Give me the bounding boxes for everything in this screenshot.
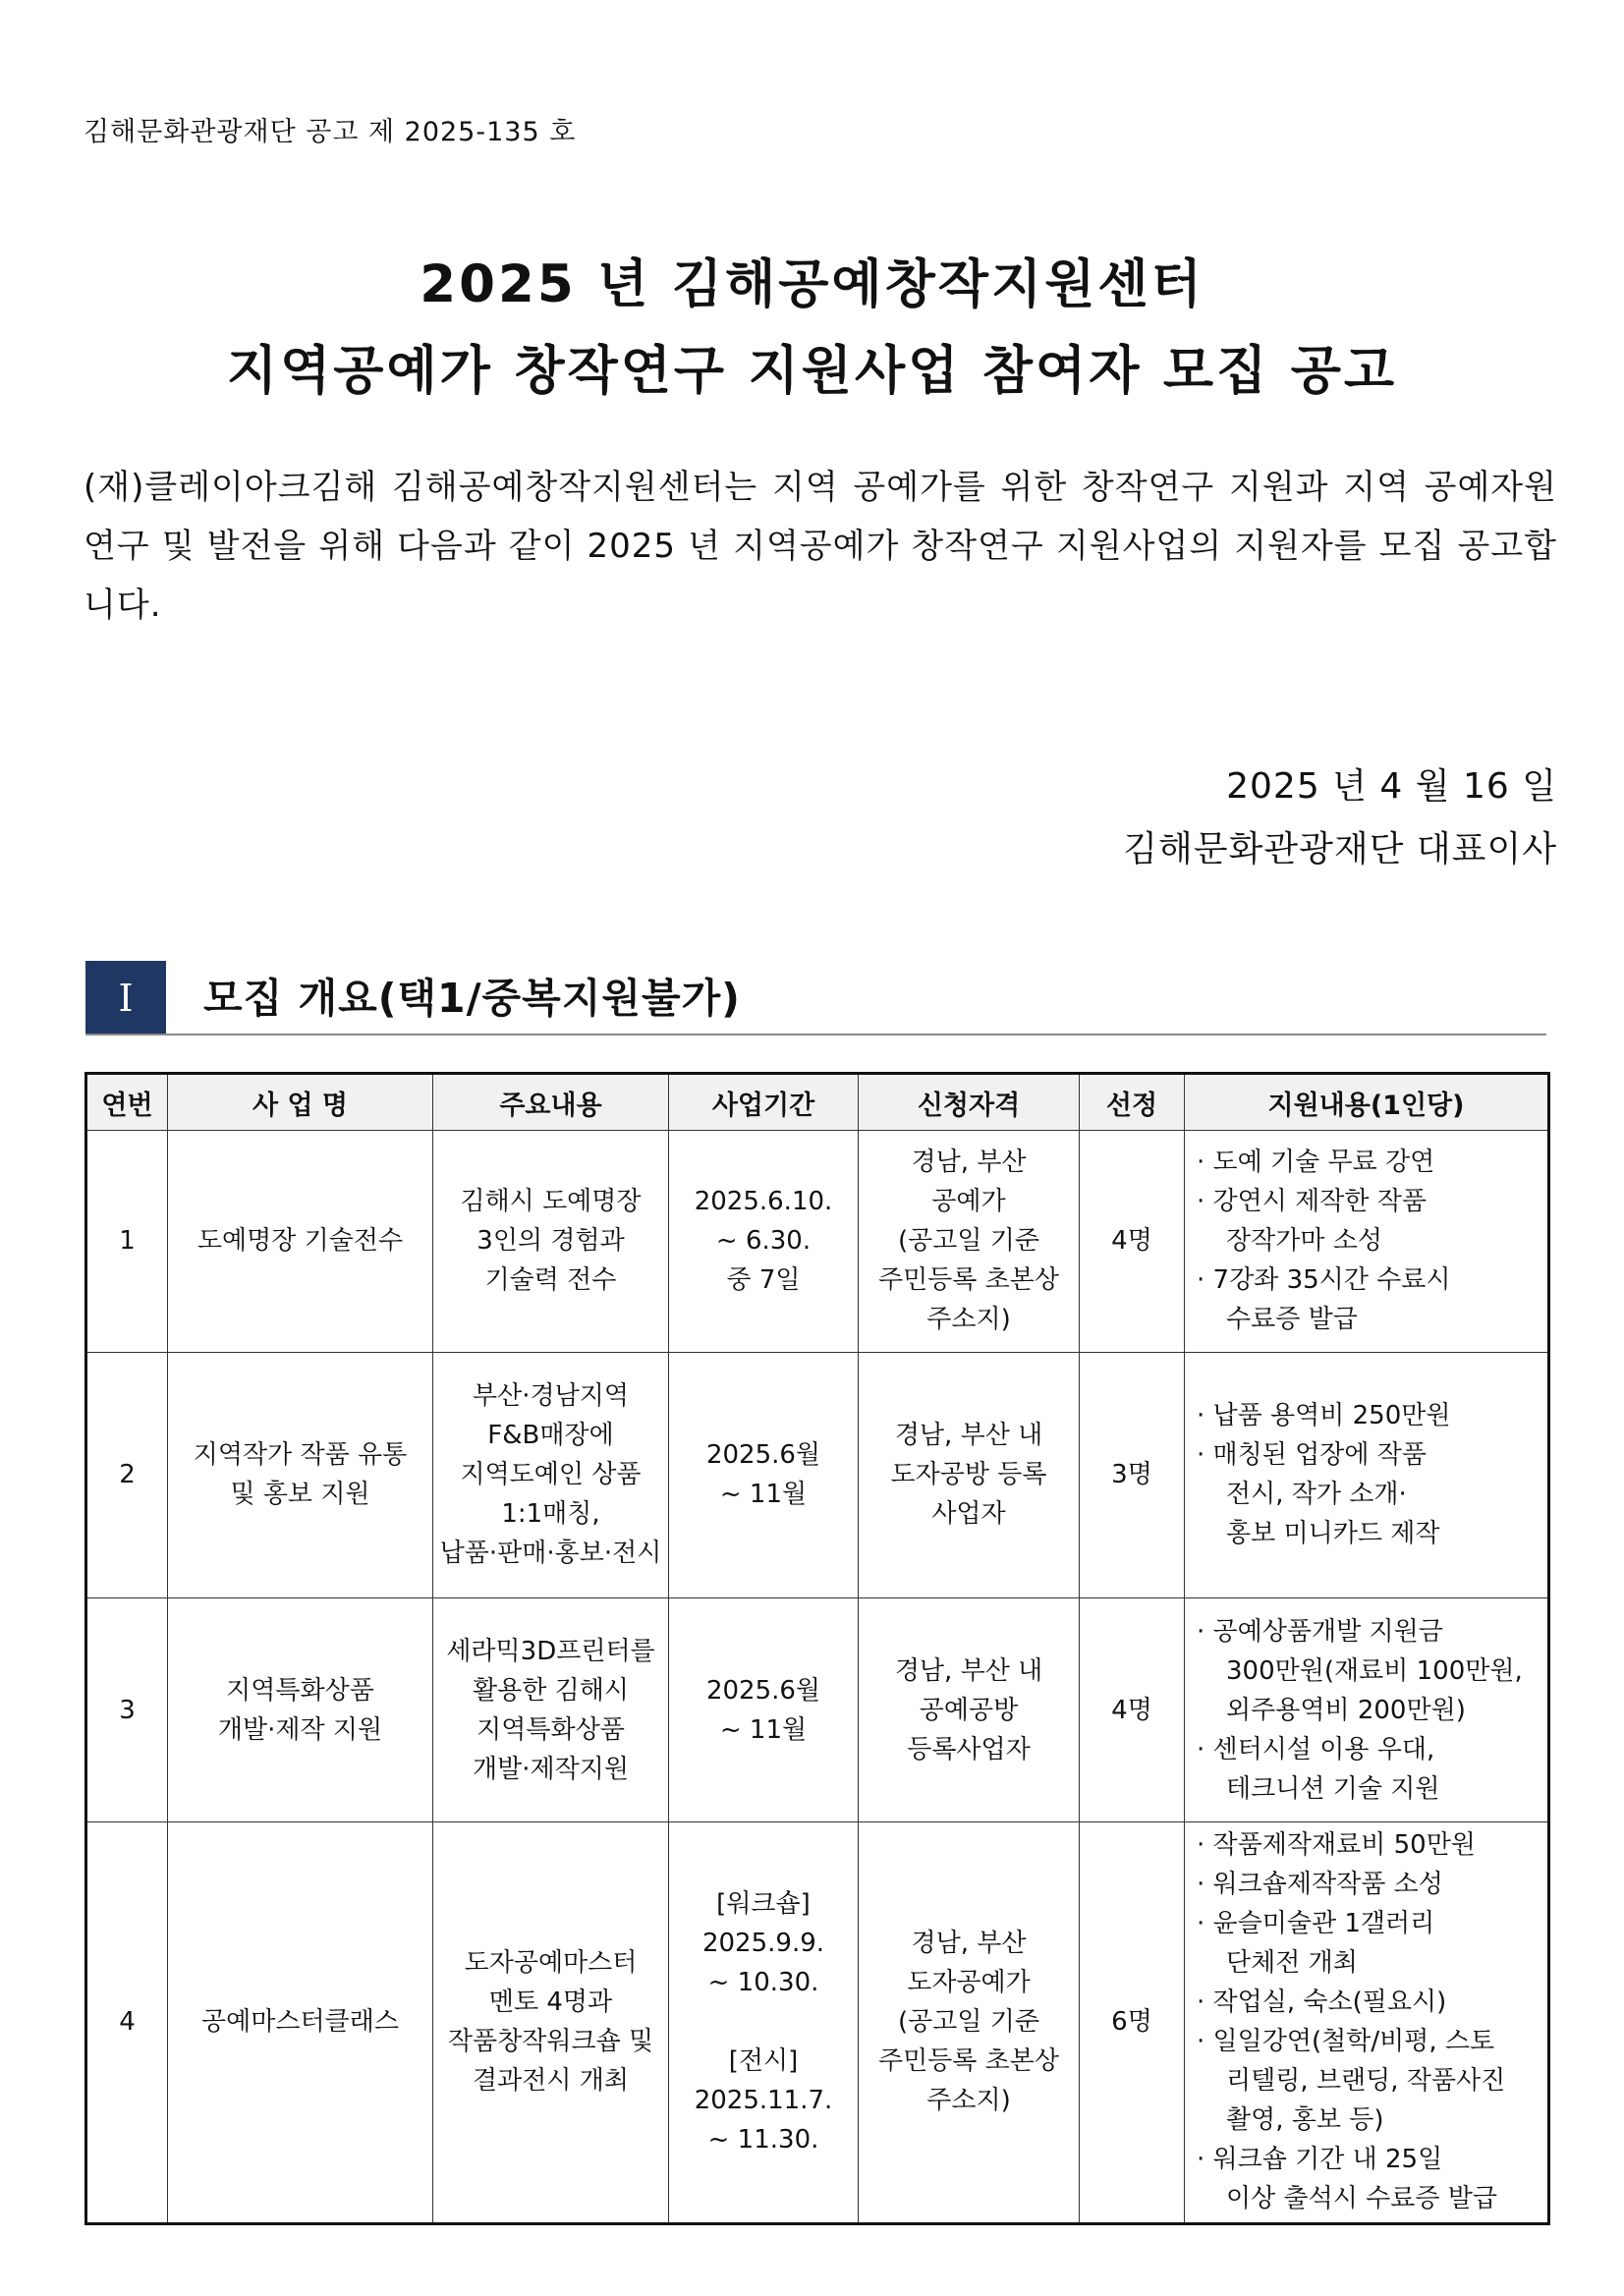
project-period-line: ~ 10.30. — [707, 1968, 819, 1998]
qualification — [859, 1598, 1080, 1822]
support-item: 이상 출석시 수료증 발급 — [1226, 2184, 1497, 2214]
main-content-line: 결과전시 개최 — [473, 2066, 629, 2097]
qualification — [859, 1821, 1080, 2223]
intro-paragraph: (재)클레이아크김해 김해공예창작지원센터는 지역 공예가를 위한 창작연구 지원과 지역 공예자원 연구 및 발전을 위해 다음과 같이 2025 년 지역공예가 창작연구 지원사업의 지원자를 모집 공고합니다. — [84, 468, 1557, 625]
selection-count: 6명 — [1080, 1821, 1185, 2223]
support-item: 테크니션 기술 지원 — [1226, 1773, 1440, 1804]
qualification-line: 공예가 — [931, 1187, 1006, 1217]
support-item: · 공예상품개발 지원금 — [1197, 1616, 1443, 1647]
project-period — [669, 1821, 859, 2223]
support-item: · 워크숍 기간 내 25일 — [1197, 2145, 1443, 2175]
project-period — [669, 1352, 859, 1597]
qualification-line: 주소지) — [926, 1305, 1011, 1335]
header-support: 지원내용(1인당) — [1185, 1074, 1549, 1131]
support-details — [1185, 1131, 1549, 1353]
selection-count: 3명 — [1080, 1352, 1185, 1597]
main-content-line: 기술력 전수 — [484, 1265, 617, 1296]
support-item: 단체전 개최 — [1226, 1948, 1358, 1979]
project-period-line: 중 7일 — [726, 1265, 801, 1296]
qualification-line: 등록사업자 — [907, 1734, 1031, 1764]
row-number: 2 — [86, 1352, 168, 1597]
header-content: 주요내용 — [433, 1074, 669, 1131]
support-item: · 작업실, 숙소(필요시) — [1197, 1988, 1447, 2018]
support-item: · 윤슬미술관 1갤러리 — [1197, 1909, 1435, 1939]
main-content-line: 활용한 김해시 — [473, 1675, 629, 1706]
support-item: · 워크숍제작작품 소성 — [1197, 1870, 1443, 1900]
section-number-badge: I — [85, 961, 166, 1036]
qualification-line: 사업자 — [931, 1499, 1006, 1530]
project-name-line: 지역작가 작품 유통 — [193, 1440, 408, 1471]
main-content — [433, 1821, 669, 2223]
support-item: 리텔링, 브랜딩, 작품사진 — [1226, 2066, 1506, 2097]
table-row — [86, 1598, 1549, 1822]
main-content-line: 세라믹3D프린터를 — [446, 1636, 655, 1666]
support-item: 외주용역비 200만원) — [1226, 1695, 1466, 1725]
selection-count: 4명 — [1080, 1598, 1185, 1822]
row-number: 1 — [86, 1131, 168, 1353]
project-name-line: 및 홍보 지원 — [230, 1480, 370, 1510]
section-divider — [85, 1034, 1546, 1036]
project-period — [669, 1131, 859, 1353]
selection-count: 4명 — [1080, 1131, 1185, 1353]
project-period-line: ~ 11월 — [719, 1480, 808, 1510]
support-item: · 매칭된 업장에 작품 — [1197, 1440, 1427, 1471]
table-row — [86, 1131, 1549, 1353]
main-content-line: 지역도예인 상품 — [460, 1460, 642, 1490]
project-period-line: 2025.11.7. — [694, 2086, 833, 2116]
project-name-line: 지역특화상품 — [226, 1675, 374, 1706]
main-content-line: 도자공예마스터 — [464, 1948, 638, 1979]
project-period-line: [워크숍] — [716, 1889, 811, 1920]
main-content — [433, 1352, 669, 1597]
support-item: · 작품제작재료비 50만원 — [1197, 1830, 1476, 1861]
issuer: 김해문화관광재단 대표이사 — [1123, 829, 1557, 869]
support-item: 장작가마 소성 — [1226, 1226, 1382, 1257]
support-item: 홍보 미니카드 제작 — [1226, 1519, 1440, 1549]
project-name — [168, 1598, 433, 1822]
main-content-line: 부산·경남지역 — [473, 1381, 629, 1412]
project-period-line: 2025.6월 — [705, 1440, 821, 1471]
header-selection: 선정 — [1080, 1074, 1185, 1131]
table-row — [86, 1352, 1549, 1597]
main-content-line: 1:1매칭, — [501, 1499, 600, 1530]
project-name-line: 개발·제작 지원 — [217, 1714, 383, 1745]
header-name: 사 업 명 — [168, 1074, 433, 1131]
project-name-line: 공예마스터클래스 — [201, 2007, 399, 2038]
main-content — [433, 1598, 669, 1822]
qualification-line: 주소지) — [926, 2086, 1011, 2116]
row-number: 4 — [86, 1821, 168, 2223]
qualification-line: 경남, 부산 — [911, 1148, 1027, 1178]
main-content-line: 3인의 경험과 — [476, 1226, 625, 1257]
project-period-line: [전시] — [728, 2046, 799, 2077]
qualification-line: 도자공예가 — [907, 1968, 1031, 1998]
main-content-line: 납품·판매·홍보·전시 — [439, 1539, 662, 1569]
qualification — [859, 1352, 1080, 1597]
support-item: 수료증 발급 — [1226, 1305, 1358, 1335]
qualification-line: 경남, 부산 내 — [894, 1655, 1043, 1686]
support-item: · 일일강연(철학/비평, 스토 — [1197, 2027, 1495, 2057]
table-row — [86, 1821, 1549, 2223]
project-name — [168, 1352, 433, 1597]
header-qualification: 신청자격 — [859, 1074, 1080, 1131]
table-header-row — [86, 1074, 1549, 1131]
notice-date: 2025 년 4 월 16 일 — [1226, 766, 1557, 807]
main-content-line: F&B매장에 — [487, 1421, 614, 1451]
section-title: 모집 개요(택1/중복지원불가) — [203, 975, 741, 1022]
project-period-line: 2025.9.9. — [701, 1929, 825, 1959]
header-period: 사업기간 — [669, 1074, 859, 1131]
project-name — [168, 1821, 433, 2223]
project-period — [669, 1598, 859, 1822]
project-period-line: 2025.6.10. — [694, 1187, 833, 1217]
project-period-line: ~ 6.30. — [715, 1226, 812, 1257]
main-content-line: 김해시 도예명장 — [460, 1187, 642, 1217]
support-item: 촬영, 홍보 등) — [1226, 2105, 1384, 2136]
main-content-line: 지역특화상품 — [476, 1714, 625, 1745]
project-period-line: 2025.6월 — [705, 1675, 821, 1706]
project-period-line: ~ 11월 — [719, 1714, 808, 1745]
qualification-line: 도자공방 등록 — [890, 1460, 1047, 1490]
support-details — [1185, 1352, 1549, 1597]
support-details — [1185, 1821, 1549, 2223]
main-content-line: 개발·제작지원 — [473, 1754, 629, 1784]
page-title-line-1: 2025 년 김해공예창작지원센터 — [420, 254, 1204, 314]
support-details — [1185, 1598, 1549, 1822]
support-item: · 강연시 제작한 작품 — [1197, 1187, 1427, 1217]
support-item: · 납품 용역비 250만원 — [1197, 1401, 1451, 1431]
support-item: · 도예 기술 무료 강연 — [1197, 1148, 1435, 1178]
qualification — [859, 1131, 1080, 1353]
qualification-line: (공고일 기준 — [898, 1226, 1039, 1257]
recruitment-table — [84, 1072, 1550, 2225]
support-item: · 7강좌 35시간 수료시 — [1197, 1265, 1451, 1296]
project-period-line: ~ 11.30. — [707, 2125, 819, 2156]
support-item: 전시, 작가 소개· — [1226, 1480, 1407, 1510]
main-content-line: 작품창작워크숍 및 — [447, 2027, 654, 2057]
qualification-line: 공예공방 — [919, 1695, 1019, 1725]
page-title-line-2: 지역공예가 창작연구 지원사업 참여자 모집 공고 — [226, 341, 1398, 401]
support-item: 300만원(재료비 100만원, — [1226, 1655, 1523, 1686]
project-name — [168, 1131, 433, 1353]
qualification-line: 경남, 부산 — [911, 1929, 1027, 1959]
notice-number: 김해문화관광재단 공고 제 2025-135 호 — [84, 117, 577, 147]
row-number: 3 — [86, 1598, 168, 1822]
main-content-line: 멘토 4명과 — [488, 1988, 613, 2018]
main-content — [433, 1131, 669, 1353]
qualification-line: (공고일 기준 — [898, 2007, 1039, 2038]
header-no: 연번 — [86, 1074, 168, 1131]
support-item: · 센터시설 이용 우대, — [1197, 1734, 1435, 1764]
qualification-line: 경남, 부산 내 — [894, 1421, 1043, 1451]
qualification-line: 주민등록 초본상 — [877, 1265, 1060, 1296]
project-period-line — [675, 2002, 852, 2042]
project-name-line: 도예명장 기술전수 — [196, 1226, 404, 1257]
qualification-line: 주민등록 초본상 — [877, 2046, 1060, 2077]
